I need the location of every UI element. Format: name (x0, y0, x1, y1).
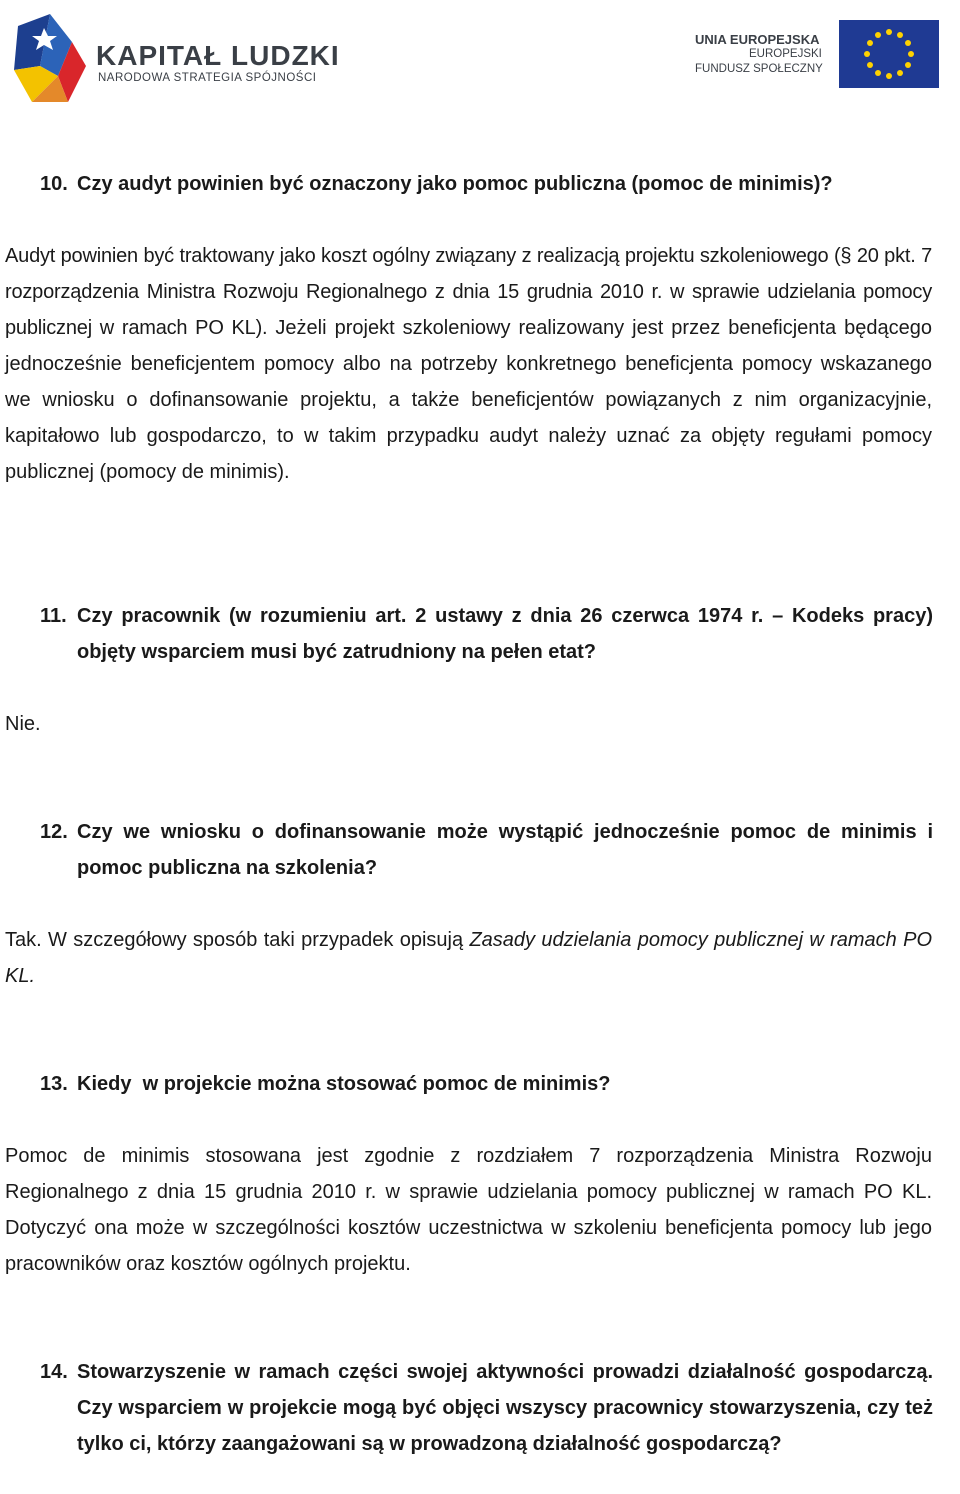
eu-line1: UNIA EUROPEJSKA (695, 32, 820, 47)
question-number: 13. (40, 1073, 68, 1095)
answer-10 (5, 238, 932, 490)
answer-13: Pomoc de minimis stosowana jest zgodnie z rozdziałem 7 rozporządzenia Ministra Rozwoju Regionalnego z dnia 15 grudnia 2010 r. w sprawie udzielania pomocy publicznej w ramach PO KL. Dotyczyć ona może w szczególności kosztów uczestnictwa w szkoleniu beneficjenta pomocy lub jego pracowników oraz kosztów ogólnych projektu. (5, 1145, 932, 1275)
answer-11: Nie. (5, 713, 41, 735)
eu-line2: EUROPEJSKI (749, 48, 822, 60)
question-number: 11. (40, 605, 67, 627)
page-header (0, 0, 960, 110)
question-14 (40, 1354, 933, 1462)
answer-12 (5, 922, 932, 994)
question-number: 14. (40, 1361, 68, 1383)
question-12 (40, 814, 933, 886)
kapital-ludzki-title: KAPITAŁ LUDZKI (96, 40, 340, 71)
question-number: 10. (40, 173, 68, 195)
kapital-ludzki-emblem-icon (10, 6, 90, 106)
question-text: Czy audyt powinien być oznaczony jako pomoc publiczna (pomoc de minimis)? (77, 173, 833, 195)
kapital-ludzki-subtitle: NARODOWA STRATEGIA SPÓJNOŚCI (98, 72, 317, 84)
question-text: Czy pracownik (w rozumieniu art. 2 ustawy z dnia 26 czerwca 1974 r. – Kodeks pracy) objęty wsparciem musi być zatrudniony na pełen etat? (77, 605, 933, 663)
kapital-ludzki-logo (10, 6, 340, 106)
eu-line3: FUNDUSZ SPOŁECZNY (695, 63, 823, 75)
question-11 (40, 598, 933, 670)
answer-10-part1: Audyt powinien być traktowany jako koszt ogólny związany z realizacją projektu szkoleniowego (§ 20 pkt. 7 rozporządzenia Ministra Rozwoju Regionalnego z dnia 15 grudnia 2010 r. w sprawie udzielania pomocy publicznej w ramach PO KL). (5, 245, 932, 339)
eu-flag-icon (839, 20, 939, 88)
question-10 (40, 166, 933, 202)
question-13 (40, 1066, 933, 1102)
answer-12-italic: Zasady udzielania pomocy publicznej w ramach PO KL. (5, 929, 933, 987)
eu-logo (695, 20, 945, 90)
question-text: Czy we wniosku o dofinansowanie może wystąpić jednocześnie pomoc de minimis i pomoc publiczna na szkolenia? (77, 821, 933, 879)
question-text: Stowarzyszenie w ramach części swojej aktywności prowadzi działalność gospodarczą. Czy wsparciem w projekcie mogą być objęci wszyscy pracownicy stowarzyszenia, czy też tylko ci, którzy zaangażowani są w prowadzoną działalność gospodarczą? (77, 1361, 933, 1455)
answer-12-prefix: Tak. W szczegółowy sposób taki przypadek opisują (5, 929, 470, 951)
question-number: 12. (40, 821, 68, 843)
answer-10-part2: Jeżeli projekt szkoleniowy realizowany jest przez beneficjenta będącego jednocześnie beneficjentem pomocy albo na potrzeby konkretnego beneficjenta pomocy wskazanego we wniosku o dofinansowanie projektu, a także beneficjentów powiązanych z nim organizacyjnie, kapitałowo lub gospodarczo, to w takim przypadku audyt należy uznać za objęty regułami pomocy publicznej (pomocy de minimis). (5, 317, 932, 483)
eu-logo-text (695, 32, 835, 77)
question-text: Kiedy w projekcie można stosować pomoc de minimis? (77, 1073, 611, 1095)
